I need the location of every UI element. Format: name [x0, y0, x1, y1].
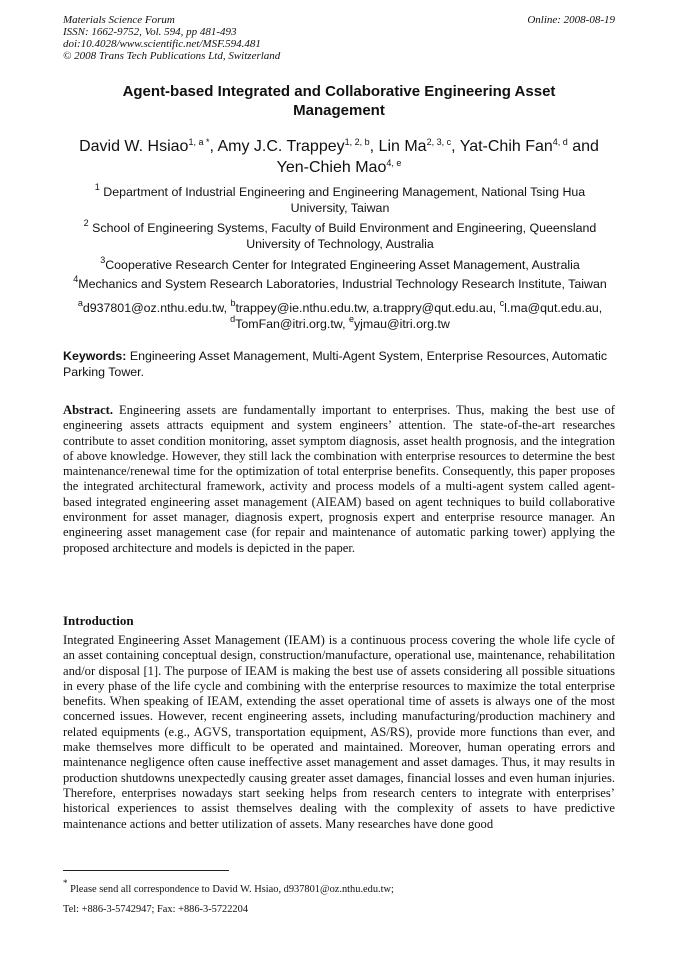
doi-line: doi:10.4028/www.scientific.net/MSF.594.481	[63, 38, 261, 50]
affiliation-text: Mechanics and System Research Laboratories, Industrial Technology Research Institute, Taiwan	[78, 277, 607, 291]
affiliation-number: 2	[83, 218, 89, 228]
email-mark: b	[230, 298, 236, 308]
affiliation-number: 4	[73, 274, 79, 284]
online-date: Online: 2008-08-19	[527, 14, 615, 26]
author-separator: ,	[451, 138, 460, 155]
author-list	[60, 136, 618, 178]
email-mark: d	[230, 314, 236, 324]
author-name: Yat-Chih Fan	[459, 138, 553, 155]
keywords-text: Engineering Asset Management, Multi-Agent System, Enterprise Resources, Automatic Parking Tower.	[63, 349, 608, 379]
affiliation-text: Cooperative Research Center for Integrated Engineering Asset Management, Australia	[105, 258, 580, 272]
journal-header	[63, 14, 615, 62]
section-heading-introduction: Introduction	[63, 613, 134, 628]
affiliation-3	[70, 257, 610, 273]
author-affiliation-mark: 4, e	[386, 158, 402, 168]
affiliation-1	[70, 184, 610, 216]
introduction-body: Integrated Engineering Asset Management (IEAM) is a continuous process covering the whole life cycle of an asset containing conceptual design, construction/manufacture, operational use, maintenance, rehabilitation and/or disposal [1]. The purpose of IEAM is making the best use of assets considering all possible situations in every phase of the life cycle and combining with the enterprise resources to maximize the total enterprise benefits. When speaking of IEAM, extending the asset operational time of assets is always one of the most concerned issues. However, recent engineering assets, including manufacturing/production machinery and related equipments (e.g., AGVS, transportation equipment, AS/RS), provide more functions than ever, and make themselves more difficult to be operated and maintained. Moreover, human operating errors and maintenance negligence often cause ineffective asset management and asset damages. Thus, it may results in production shutdowns unexpectedly causing greater asset damages, financial losses and even human injuries. Therefore, enterprises nowadays start seeking helps from research centers to integrate with enterprises’ historical experiences to assist themselves dealing with the complexity of assets to have predictive maintenance actions and better utilization of assets. Many researches have done good	[63, 633, 615, 831]
email-address: TomFan@itri.org.tw,	[235, 317, 349, 331]
footnote-mark: *	[63, 878, 68, 888]
author-separator: ,	[369, 138, 379, 155]
author-name: David W. Hsiao	[79, 138, 189, 155]
author-affiliation-mark: 1, 2, b	[344, 137, 370, 147]
journal-name: Materials Science Forum	[63, 14, 175, 26]
affiliation-number: 3	[100, 255, 106, 265]
email-mark: a	[77, 298, 83, 308]
abstract	[63, 403, 615, 556]
affiliation-text: Department of Industrial Engineering and Engineering Management, National Tsing Hua University, Taiwan	[103, 185, 586, 215]
author-separator: and	[567, 138, 599, 155]
footnote-divider	[63, 870, 229, 871]
email-mark: e	[348, 314, 354, 324]
affiliation-2	[70, 220, 610, 252]
author-name: Lin Ma	[378, 138, 427, 155]
abstract-label: Abstract.	[63, 403, 114, 417]
footnotes	[63, 880, 615, 920]
email-address: l.ma@qut.edu.au,	[504, 301, 603, 315]
email-mark: c	[499, 298, 505, 308]
author-affiliation-mark: 2, 3, c	[426, 137, 452, 147]
author-name: Yen-Chieh Mao	[276, 159, 387, 176]
email-list	[64, 300, 616, 332]
keywords	[63, 348, 615, 380]
keywords-label: Keywords:	[63, 349, 127, 363]
footnote-correspondence-text: Please send all correspondence to David W. Hsiao, d937801@oz.nthu.edu.tw;	[70, 884, 394, 895]
affiliation-text: School of Engineering Systems, Faculty of Build Environment and Engineering, Queensland University of Technology, Australia	[92, 221, 597, 251]
abstract-text: Engineering assets are fundamentally important to enterprises. Thus, making the best use of engineering assets attracts equipment and system engineers’ attention. The state-of-the-art researches contribute to asset condition monitoring, asset symptom diagnosis, asset health prognosis, and the integration of above knowledge. However, they still lack the combination with enterprise resources to determine the best maintenance/renewal time for the optimization of total enterprise benefits. Consequently, this paper proposes the integrated architectural framework, activity and process models of a multi-agent system called agent-based integrated engineering asset management (AIEAM) based on agent techniques to build collaborative environment for asset manager, diagnosis expert, prognosis expert and enterprise resource manager. An engineering asset management case (for repair and maintenance of automatic parking tower) applying the proposed architecture and models is depicted in the paper.	[63, 403, 615, 555]
affiliation-4	[64, 276, 616, 292]
copyright-line: © 2008 Trans Tech Publications Ltd, Switzerland	[63, 50, 281, 62]
email-address: trappey@ie.nthu.edu.tw, a.trappry@qut.edu.au,	[235, 301, 500, 315]
author-affiliation-mark: 1, a *	[188, 137, 210, 147]
email-address: d937801@oz.nthu.edu.tw,	[82, 301, 231, 315]
issn-line: ISSN: 1662-9752, Vol. 594, pp 481-493	[63, 26, 237, 38]
footnote-correspondence	[63, 880, 615, 900]
affiliation-number: 1	[94, 182, 100, 192]
author-affiliation-mark: 4, d	[552, 137, 568, 147]
email-address: yjmau@itri.org.tw	[353, 317, 450, 331]
paper-title: Agent-based Integrated and Collaborative Engineering Asset Management	[122, 83, 556, 119]
author-name: Amy J.C. Trappey	[217, 138, 345, 155]
footnote-contact: Tel: +886-3-5742947; Fax: +886-3-5722204	[63, 904, 249, 915]
author-separator: ,	[209, 138, 218, 155]
